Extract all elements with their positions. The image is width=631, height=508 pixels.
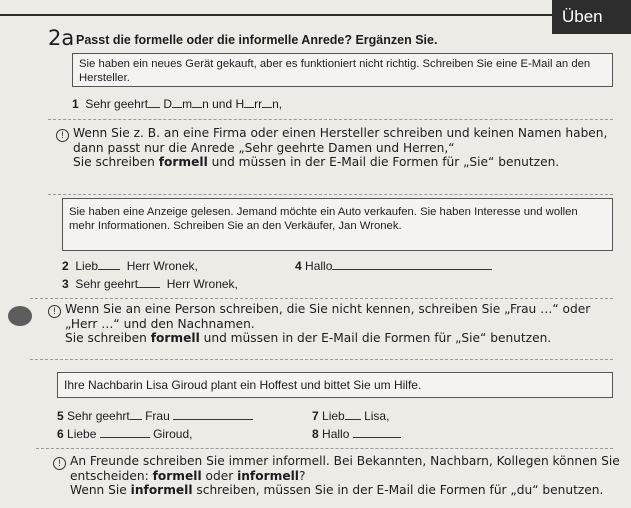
scenario-text-1: Sie haben ein neues Gerät gekauft, aber es funktioniert nicht richtig. Schreiben Sie eine E-Mail an den Hersteller.: [79, 58, 591, 84]
section-tab-title: Üben: [552, 0, 631, 34]
divider: [30, 298, 613, 299]
exercise-item-8: 8 Hallo: [312, 425, 401, 441]
blank-input[interactable]: [353, 425, 401, 438]
divider: [30, 359, 613, 360]
blank-input[interactable]: [244, 95, 254, 108]
blank-input[interactable]: [192, 95, 202, 108]
lightbulb-icon: !: [53, 457, 66, 470]
blank-input[interactable]: [98, 257, 120, 270]
exercise-item-1: 1 Sehr geehrt D m n und H rr n,: [72, 97, 283, 111]
blank-input[interactable]: [100, 425, 150, 438]
blank-input[interactable]: [138, 275, 160, 288]
exercise-item-4: 4 Hallo: [295, 257, 545, 273]
divider: [36, 448, 613, 449]
blank-input[interactable]: [345, 407, 361, 420]
blank-input[interactable]: [262, 95, 272, 108]
item-number: 1: [72, 97, 79, 111]
scenario-text-2: Sie haben eine Anzeige gelesen. Jemand möchte ein Auto verkaufen. Sie haben Interesse und wollen mehr Informationen. Schreiben Sie an den Verkäufer, Jan Wronek.: [69, 206, 578, 232]
exercise-item-6: 6 Liebe Giroud,: [57, 427, 193, 441]
tip-text-2: Wenn Sie an eine Person schreiben, die Sie nicht kennen, schreiben Sie „Frau …“ oder „Herr …“ und den Nachnamen. Sie schreiben formell und müssen in der E-Mail die Formen für „Sie“ benutzen.: [65, 302, 591, 345]
blank-input[interactable]: [173, 407, 253, 420]
exercise-item-5: 5 Sehr geehrt Frau: [57, 407, 253, 423]
blank-input[interactable]: [130, 407, 142, 420]
scenario-box-1: [72, 53, 613, 87]
task-title: Passt die formelle oder die informelle Anrede? Ergänzen Sie.: [76, 33, 438, 47]
tip-text-1: Wenn Sie z. B. an eine Firma oder einen Hersteller schreiben und keinen Namen haben, dann passt nur die Anrede „Sehr geehrte Damen und Herren,“ Sie schreiben formell und müssen in der E-Mail die Formen für „Sie“ benutzen.: [73, 126, 608, 169]
tip-text-3: An Freunde schreiben Sie immer informell. Bei Bekannten, Nachbarn, Kollegen können Sie entscheiden: formell oder informell? Wenn Sie informell schreiben, müssen Sie in der E-Mail die Formen für „du“ benutzen.: [70, 454, 620, 497]
scenario-text-3: Ihre Nachbarin Lisa Giroud plant ein Hoffest und bittet Sie um Hilfe.: [64, 378, 422, 392]
blank-input[interactable]: [172, 95, 182, 108]
divider: [48, 119, 613, 120]
exercise-item-7: 7 Lieb Lisa,: [312, 409, 390, 423]
lightbulb-icon: !: [48, 305, 61, 318]
scenario-box-2: [62, 198, 613, 251]
exercise-item-3: 3 Sehr geehrt Herr Wronek,: [62, 277, 238, 291]
blank-input[interactable]: [332, 257, 492, 270]
task-number: 2a: [48, 26, 75, 50]
scenario-box-3: [57, 372, 613, 398]
blank-input[interactable]: [148, 95, 160, 108]
header-rule: [0, 14, 552, 16]
exercise-item-2: 2 Lieb Herr Wronek,: [62, 259, 198, 273]
page-marker: [8, 306, 32, 326]
lightbulb-icon: !: [56, 129, 69, 142]
divider: [48, 194, 613, 195]
